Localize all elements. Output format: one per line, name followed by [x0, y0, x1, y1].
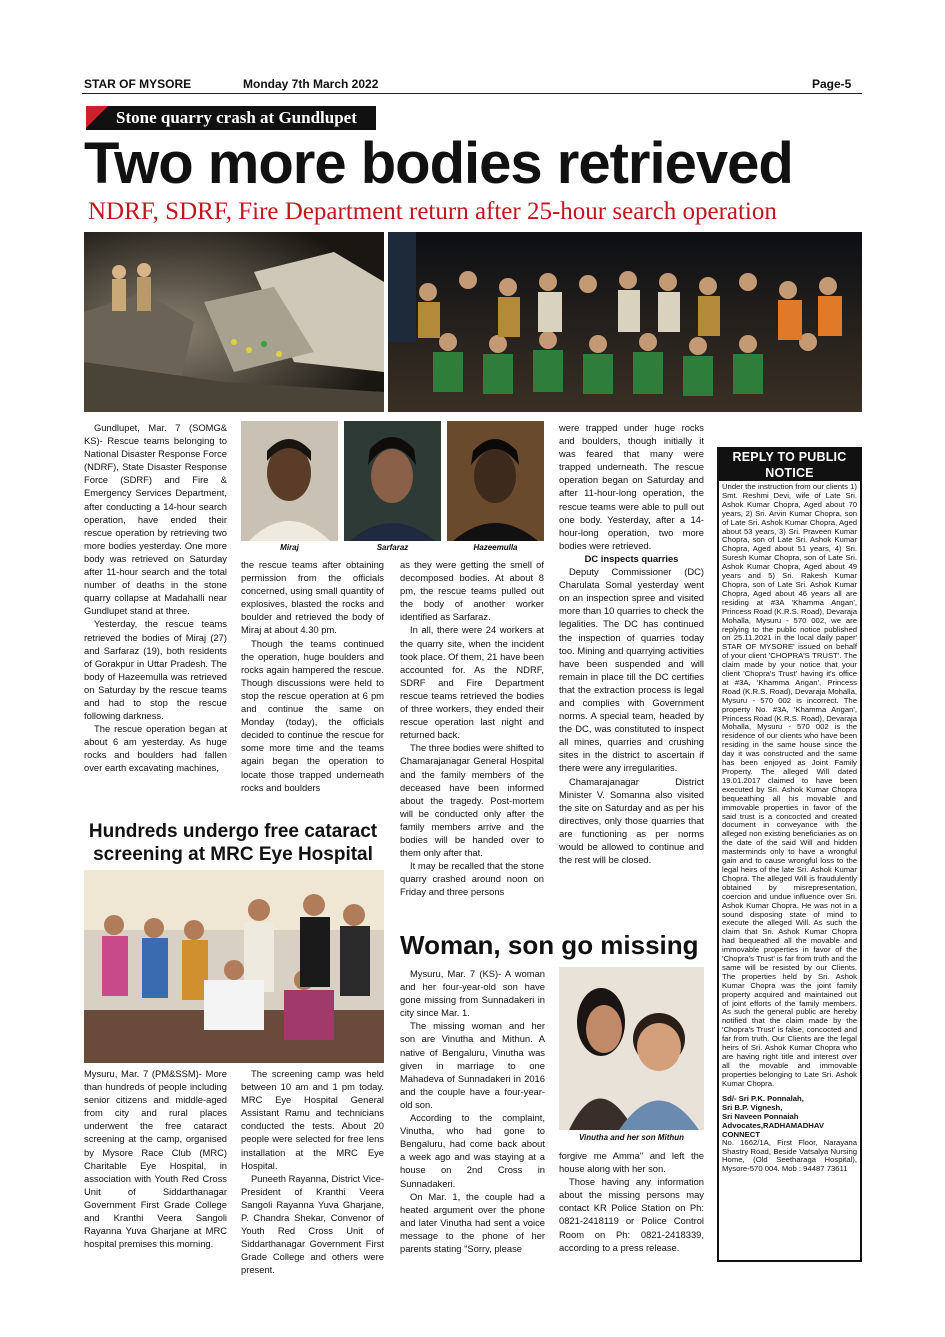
issue-date: Monday 7th March 2022: [243, 77, 379, 91]
lead-c1-p3: The rescue operation began at about 6 am yesterday. As huge rocks and boulders had fallen over earth excavating machines,: [84, 723, 227, 774]
kicker-triangle: [86, 106, 108, 128]
lead-column-1: [84, 421, 227, 774]
quarry-rescue-photo: [84, 232, 384, 412]
masthead-rule: [82, 93, 862, 94]
cataract-c2-p1: The screening camp was held between 10 am and 1 pm today. MRC Eye Hospital General Assistant Ramu and technicians conducted the tests. About 20 people were selected for free lens installation at the MRC Eye Hospital.: [241, 1068, 384, 1171]
caption-miraj: Miraj: [280, 543, 299, 552]
notice-title: REPLY TO PUBLIC NOTICE: [719, 449, 860, 481]
cataract-c2-p2: Puneeth Rayanna, District Vice-President of Kranthi Veera Sangoli Rayanna Yuva Gharjane, P. Chandra Shekar, Convenor of Youth Red Cross Unit of Siddarthanagar Government First Grade College and others were present.: [241, 1172, 384, 1276]
notice-signatory-1: Sd/- Sri P.K. Ponnalah,: [722, 1093, 804, 1103]
lead-column-3: [400, 558, 544, 924]
lead-c2-p2: Though the teams continued the operation, huge boulders and rocks again hampered the rescue. Though discussions were held to stop the rescue operation at 6 pm and continue the same on Monday (today), the officials decided to continue the rescue for some more time and the teams again began the operation to locate those trapped underneath rocks and boulders: [241, 637, 384, 793]
page-number: Page-5: [812, 77, 852, 91]
cataract-column-2: [241, 1067, 384, 1276]
lead-c3-p4: It may be recalled that the stone quarry crashed around noon on Friday and three persons: [400, 860, 544, 898]
lead-c3-p1: as they were getting the smell of decomposed bodies. At about 8 pm, the rescue teams pulled out the body of another worker identified as Sarfaraz.: [400, 559, 544, 623]
missing-c1-p1: Mysuru, Mar. 7 (KS)- A woman and her four-year-old son have gone missing from Sunnadakeri in city since Mar. 1.: [400, 968, 545, 1019]
lead-headline: Two more bodies retrieved: [84, 131, 793, 196]
lead-column-2: [241, 558, 384, 850]
lead-subhead: NDRF, SDRF, Fire Department return after 25-hour search operation: [88, 198, 777, 225]
notice-address: No. 1662/1A, First Floor, Narayana Shastry Road, Beside Vatsalya Nursing Home, (Old Seetharaga Hospital), Mysore-570 004. Mob : 94487 73611: [722, 1137, 857, 1174]
lead-c4-intro: were trapped under huge rocks and boulders, though initially it was feared that many were trapped underneath. The rescue operation began on Saturday and after 11-hour-long operation, the rescue teams were able to pull out one body. Yesterday, after a 14-hour-long operation, two more bodies were retrieved.: [559, 422, 704, 551]
portrait-hazeemulla: [447, 421, 544, 541]
missing-headline: Woman, son go missing: [400, 930, 699, 960]
cataract-c1-p1: Mysuru, Mar. 7 (PM&SSM)- More than hundreds of people including senior citizens and middle-aged from city and rural places underwent the free cataract screening at the camp, organised by Mysore Race Club (MRC) Charitable Eye Hospital, in association with Youth Red Cross Unit of Siddarthanagar Government First Grade College and Kranthi Veera Sangoli Rayanna Yuva Gharjane at MRC hospital premises this morning.: [84, 1068, 227, 1250]
missing-column-1: [400, 967, 545, 1267]
missing-persons-photo: [559, 967, 704, 1130]
missing-c1-p3: According to the complaint, Vinutha, who had gone to Bengaluru, had come back about a week ago and was staying at a house on 2nd Cross in Sunnadakeri.: [400, 1112, 545, 1189]
missing-photo-caption: Vinutha and her son Mithun: [578, 1133, 685, 1142]
missing-c2-p2: Those having any information about the missing persons may contact KR Police Station on Ph: 0821-2418119 or Police Control Room on Ph: 0821-2418339, according to a press release.: [559, 1176, 704, 1253]
lead-c3-p3: The three bodies were shifted to Chamarajanagar General Hospital and the family members of the deceased have been informed about the tragedy. Post-mortem will be conducted only after the family members arrive and the bodies will be handed over to them only after that.: [400, 742, 544, 859]
dc-inspects-subhead: DC inspects quarries: [584, 552, 679, 564]
caption-hazeemulla: Hazeemulla: [473, 543, 518, 552]
rescue-team-group-photo: [388, 232, 862, 412]
paper-name: STAR OF MYSORE: [84, 77, 192, 91]
cataract-headline: [82, 820, 384, 866]
lead-c1-p2: Yesterday, the rescue teams retrieved the bodies of Miraj (27) and Sarfaraz (19), both residents of Gorakpur in Uttar Pradesh. The body of Hazeemulla was retrieved on Saturday by the rescue teams and had to stop the rescue following darkness.: [84, 618, 227, 722]
kicker-bar: [86, 106, 376, 130]
notice-firm: Advocates,RADHAMADHAV CONNECT: [722, 1120, 824, 1139]
lead-c4-p2: Chamarajanagar District Minister V. Somanna also visited the site on Saturday and as per his directives, only those quarries that are functioning as per norms would be allowed to continue and the rest will be closed.: [559, 775, 704, 866]
lead-c2-p1: the rescue teams after obtaining permission from the officials concerned, using small quantity of explosives, blasted the rocks and boulder and retrieved the body of Miraj at about 4.30 pm.: [241, 559, 384, 636]
missing-c2-p1: forgive me Amma" and left the house along with her son.: [559, 1150, 704, 1175]
lead-column-4: [559, 421, 704, 925]
notice-signatory-2: Sri B.P. Vignesh,: [722, 1102, 783, 1112]
portrait-miraj: [241, 421, 338, 541]
cataract-headline-line-1: Hundreds undergo free cataract: [88, 821, 378, 842]
portrait-sarfaraz: [344, 421, 441, 541]
cataract-column-1: [84, 1067, 227, 1267]
notice-body: Under the instruction from our clients 1) Smt. Reshmi Devi, wife of Late Sri. Ashok Kumar Chopra, Aged about 70 years, 2) Sri. Arvin Kumar Chopra, son of Late Sri. Ashok Kumar Chopra, Aged about 53 years, 3) Sri. Praveen Kumar Chopra, son of Late Sri. Ashok Kumar Chopra, Aged about 51 years, 4) Sri. Suresh Kumar Chopra, son of Late Sri. Ashok Kumar Chopra, Aged about 49 years and 5) Sri. Rakesh Kumar Chopra, son of Late Sri. Ashok Kumar Chopra, Aged about 46 years all are residing at #3A 'Khamma Angan', Princess Road (K.R.S. Road), Devaraja Mohalla, Mysuru - 570 002, we are replying to the public notice published on 25.11.2021 in the local daily paper' STAR OF MYSORE' issued on behalf of your client 'CHOPRA'S TRUST'. The claim made by your notice that your client 'Chopra's Trust' having it's office at #3A, 'Khamma Angan', Princess Road (K.R.S. Road), Devaraja Mohalla, Mysuru - 570 002 is incorrect. The property No. #3A, 'Khamma Angan', Princess Road (K.R.S. Road), Devaraja Mohalla, Mysuru - 570 002 is the residence of our clients who have been residing in the same house since the day it was constructed and the same has been enjoyed as Joint Family Property. The alleged Will dated 19.01.2017 claimed to have been executed by Sri. Ashok Kumar Chopra bequeathing all his movable and immovable properties in favor of the said trust is a concocted and created document in conveyance with the alleged non existing beneficiaries as on the date of the said Will and hidden masterminds only to have a wrongful gain and to cause wrongful loss to the legal heirs of the late Sri. Ashok Kumar Chopra. The alleged Will is fraudulently obtained by misrepresentation, coercion and undue influence over Sri. Ashok Kumar Chopra. He was not in a sound disposing state of mind to execute the alleged Will. As such the claim that Sri. Ashok Kumar Chopra had bequeathed all the movable and immovable properties in favor of the 'Chopra's Trust' is far from truth and the same will be resisted by our Clients. The properties held by Sri. Ashok Kumar Chopra was the joint family property acquired and maintained out of joint efforts of the family members. As such the general public are hereby notified that the claim made by the 'Chopra's Trust' is false, concocted and far from truth. Our Clients are the legal heirs of Sri. Ashok Kumar Chopra who are having right title and interest over all the movable and immovable properties belonging to Late Sri. Ashok Kumar Chopra.: [722, 482, 858, 1088]
missing-c1-p2: The missing woman and her son are Vinutha and Mithun. A native of Bengaluru, Vinutha was given in marriage to one Mahadeva of Sunnadakeri in 2016 and the couple have a four-year-old son.: [400, 1020, 545, 1110]
notice-signatory-3: Sri Naveen Ponnaiah: [722, 1111, 799, 1121]
lead-c4-p1: Deputy Commissioner (DC) Charulata Somal yesterday went on an inspection spree and visited more than 10 quarries to check the legalities. The DC has continued the inspection of quarries today too. Mining and quarrying activities have been suspended and will remain in place till the DC certifies that the extraction process is legal and complies with Government norms. A special team, headed by the DC, was constituted to inspect all mines, quarries and crushing sites in the district to ascertain if there were any irregularities.: [559, 566, 704, 774]
caption-sarfaraz: Sarfaraz: [376, 543, 409, 552]
lead-c1-p1: Gundlupet, Mar. 7 (SOMG& KS)- Rescue teams belonging to National Disaster Response Force (NDRF), State Disaster Response Force (SDRF) and Fire & Emergency Services Department, after conducting a 14-hour search operation, have ended their rescue operation by retrieving two more bodies yesterday. One more body was retrieved on Saturday after 11-hour search and the total number of deaths in the stone quarry collapse at Madahalli near Gundlupet stand at three.: [84, 422, 227, 617]
public-notice-box: [717, 447, 862, 1262]
missing-c1-p4: On Mar. 1, the couple had a heated argument over the phone and later Vinutha had sent a voice message to the phone of her parents stating "Sorry, please: [400, 1190, 545, 1254]
cataract-headline-line-2: screening at MRC Eye Hospital: [93, 844, 373, 865]
eye-camp-photo: [84, 870, 384, 1063]
kicker-text: Stone quarry crash at Gundlupet: [116, 108, 357, 127]
lead-c3-p2: In all, there were 24 workers at the quarry site, when the incident took place. Of them, 21 have been accounted for. As the NDRF, SDRF and Fire Department rescue teams retrieved the bodies of three workers, they ended their rescue operation last night and returned back.: [400, 624, 544, 741]
missing-column-2: [559, 1149, 704, 1267]
